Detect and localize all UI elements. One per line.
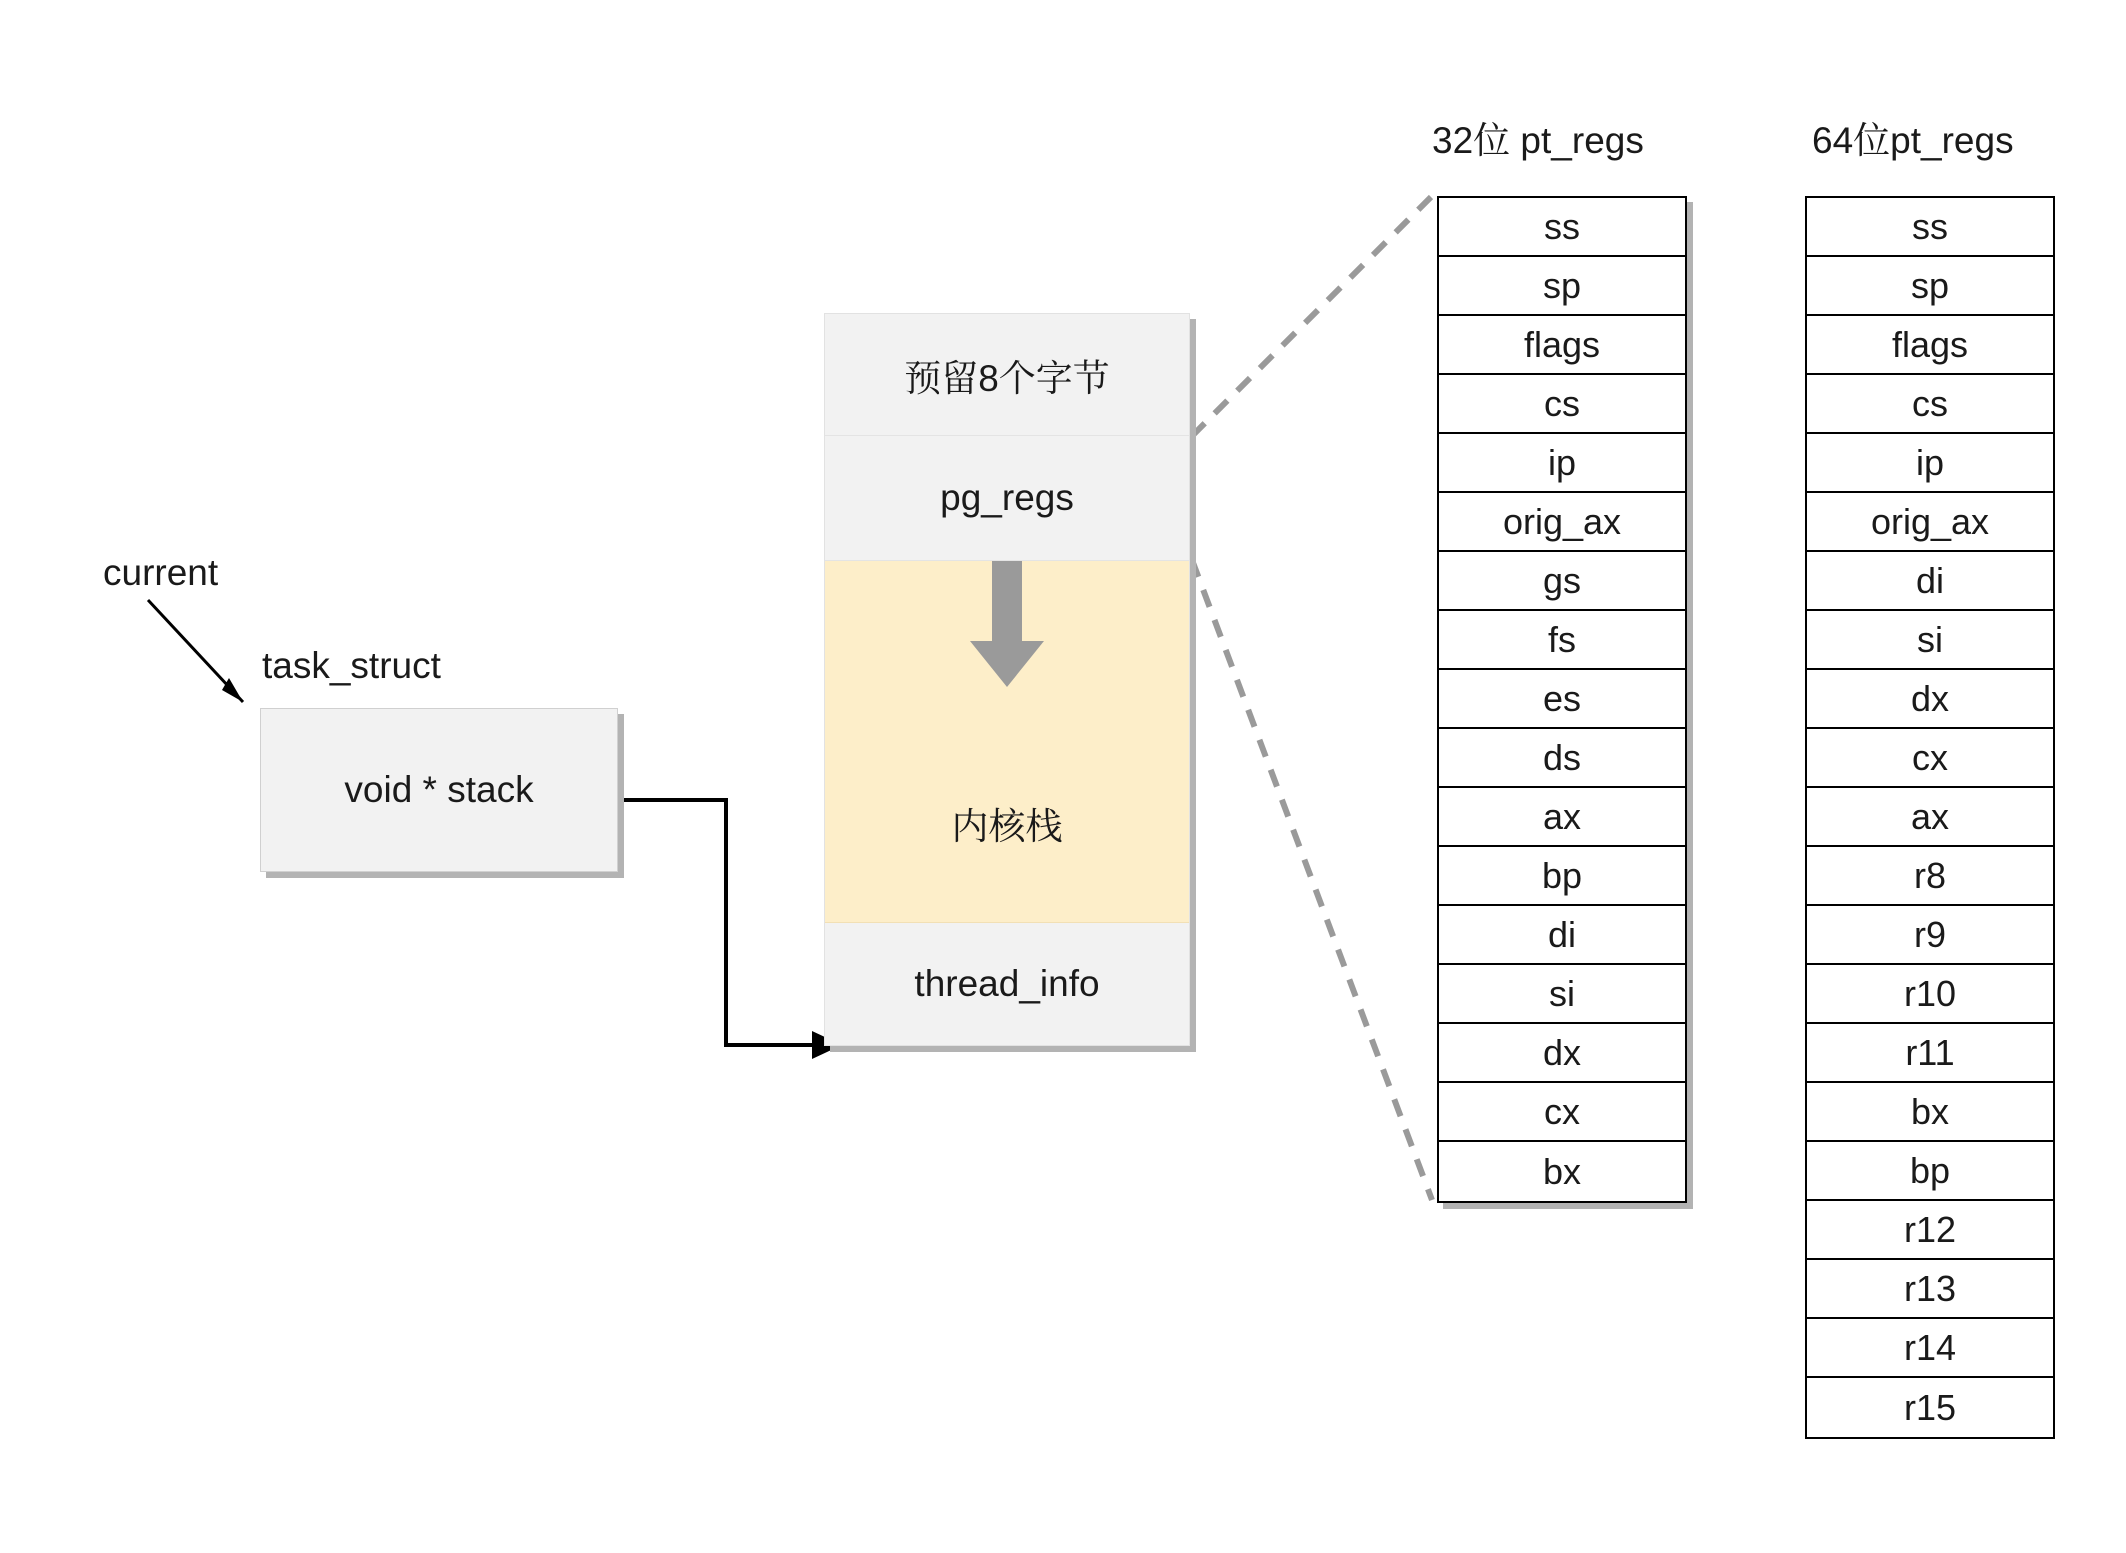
reg-row: bp	[1807, 1142, 2053, 1201]
reg-row: dx	[1439, 1024, 1685, 1083]
reg-row: dx	[1807, 670, 2053, 729]
reg-row: r11	[1807, 1024, 2053, 1083]
reg-row: ax	[1807, 788, 2053, 847]
reg-row: sp	[1807, 257, 2053, 316]
task-struct-box	[260, 708, 618, 872]
down-arrow-icon	[962, 561, 1052, 691]
reg-row: ss	[1807, 198, 2053, 257]
reg-row: fs	[1439, 611, 1685, 670]
reg-row: r9	[1807, 906, 2053, 965]
regs64-table	[1805, 196, 2055, 1439]
reg-row: r12	[1807, 1201, 2053, 1260]
reg-row: cx	[1807, 729, 2053, 788]
reg-row: bx	[1807, 1083, 2053, 1142]
reg-row: ax	[1439, 788, 1685, 847]
regs32-table	[1437, 196, 1687, 1203]
current-label: current	[103, 552, 219, 593]
reg-row: r8	[1807, 847, 2053, 906]
reg-row: r14	[1807, 1319, 2053, 1378]
regs64-title: 64位pt_regs	[1812, 120, 2014, 161]
regs32-title: 32位 pt_regs	[1432, 120, 1644, 161]
reg-row: cs	[1807, 375, 2053, 434]
reg-row: r13	[1807, 1260, 2053, 1319]
reg-row: orig_ax	[1807, 493, 2053, 552]
task-struct-label: task_struct	[262, 645, 441, 686]
reg-row: ds	[1439, 729, 1685, 788]
stack-cell-thread-info: thread_info	[825, 923, 1189, 1045]
stack-cell-reserved: 预留8个字节	[825, 314, 1189, 436]
reg-row: orig_ax	[1439, 493, 1685, 552]
stack-cell-pg-regs: pg_regs	[825, 436, 1189, 561]
reg-row: flags	[1807, 316, 2053, 375]
reg-row: flags	[1439, 316, 1685, 375]
reg-row: gs	[1439, 552, 1685, 611]
stack-cell-kernel-stack	[825, 561, 1189, 923]
reg-row: r15	[1903, 1386, 1957, 1428]
reg-row: bp	[1439, 847, 1685, 906]
reg-row: ss	[1439, 198, 1685, 257]
kernel-stack-column	[824, 313, 1190, 1046]
reg-row: r10	[1807, 965, 2053, 1024]
reg-row: ip	[1439, 434, 1685, 493]
task-struct-stack-field: void * stack	[344, 769, 534, 810]
reg-row: si	[1439, 965, 1685, 1024]
reg-row: di	[1439, 906, 1685, 965]
kernel-stack-label: 内核栈	[951, 806, 1063, 847]
reg-row: es	[1439, 670, 1685, 729]
reg-row: bx	[1542, 1150, 1582, 1192]
reg-row: sp	[1439, 257, 1685, 316]
reg-row: ip	[1807, 434, 2053, 493]
reg-row: cs	[1439, 375, 1685, 434]
reg-row: cx	[1439, 1083, 1685, 1142]
reg-row: di	[1807, 552, 2053, 611]
reg-row: si	[1807, 611, 2053, 670]
